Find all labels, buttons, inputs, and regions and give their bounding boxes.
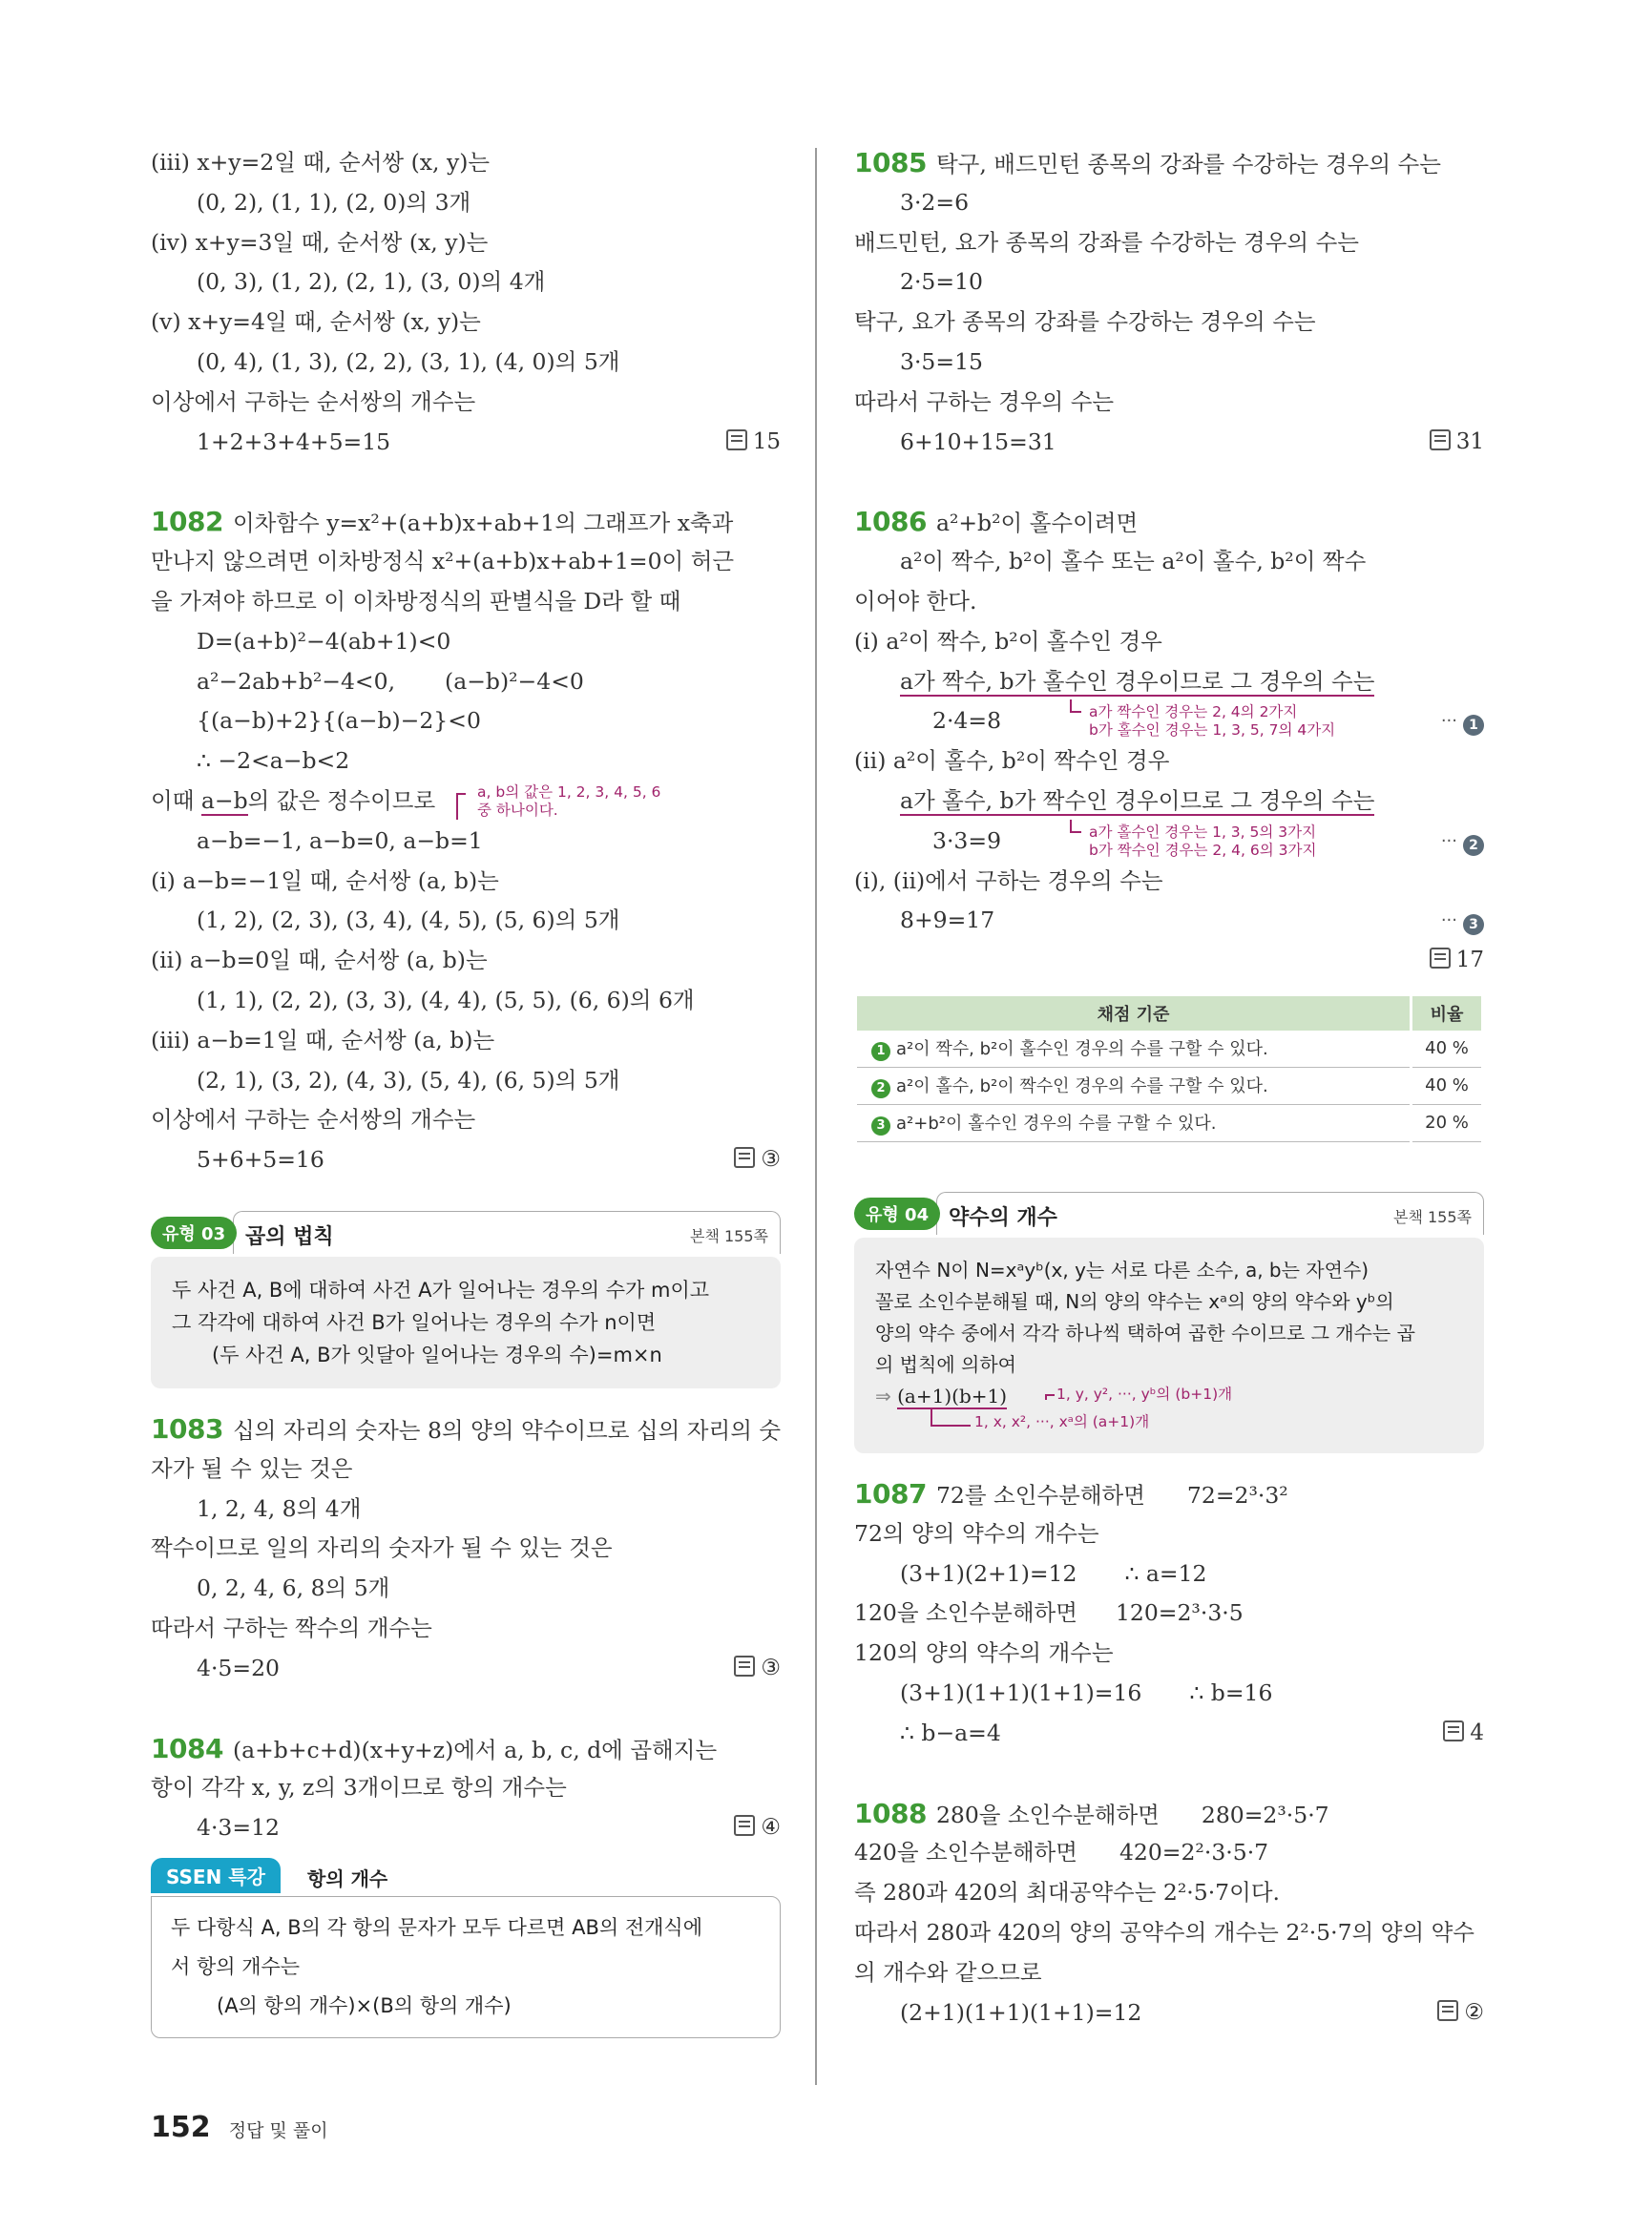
answer-mark bbox=[734, 1649, 781, 1689]
section-header-04 bbox=[854, 1190, 1484, 1238]
note-text: 중 하나이다. bbox=[477, 801, 558, 819]
criterion-number: 3 bbox=[871, 1116, 890, 1136]
answer-mark bbox=[1430, 423, 1484, 463]
problem-1083 bbox=[151, 1409, 781, 1449]
answer-icon bbox=[734, 1147, 755, 1168]
answer-value: 15 bbox=[752, 428, 781, 454]
solution-text: 이차함수 y=x²+(a+b)x+ab+1의 그래프가 x축과 bbox=[232, 510, 734, 537]
section-tag: 유형 03 bbox=[151, 1217, 237, 1249]
ssen-tag: SSEN 특강 bbox=[151, 1858, 281, 1893]
solution-line: 따라서 280과 420의 양의 공약수의 개수는 2²·5·7의 양의 약수 bbox=[854, 1918, 1475, 1946]
solution-line bbox=[854, 423, 1484, 463]
solution-line: 탁구, 요가 종목의 강좌를 수강하는 경우의 수는 bbox=[854, 308, 1316, 336]
section-title-bar bbox=[233, 1211, 781, 1254]
solution-text: 280을 소인수분해하면 bbox=[935, 1801, 1160, 1828]
problem-number: 1088 bbox=[854, 1797, 927, 1829]
grading-criterion bbox=[857, 1105, 1410, 1142]
solution-line: 배드민턴, 요가 종목의 강좌를 수강하는 경우의 수는 bbox=[854, 228, 1360, 256]
note-text: 1, y, y², ···, yᵇ의 (b+1)개 bbox=[1056, 1385, 1233, 1403]
solution-line bbox=[151, 1649, 781, 1689]
answer-icon bbox=[734, 1656, 755, 1677]
solution-line: 따라서 구하는 경우의 수는 bbox=[854, 387, 1115, 415]
step-dots: ··· bbox=[1440, 711, 1457, 732]
solution-line bbox=[854, 941, 1484, 981]
formula: (a+1)(b+1) bbox=[897, 1384, 1008, 1407]
note-connector bbox=[1045, 1394, 1055, 1400]
problem-1088 bbox=[854, 1794, 1484, 1834]
ssen-title: 항의 개수 bbox=[307, 1866, 388, 1890]
grading-criterion bbox=[857, 1031, 1410, 1068]
equation: (a−b)²−4<0 bbox=[445, 667, 584, 695]
left-column bbox=[151, 143, 781, 2038]
solution-line: 자가 될 수 있는 것은 bbox=[151, 1454, 353, 1482]
answer-value: ③ bbox=[761, 1655, 781, 1680]
step-marker bbox=[1441, 822, 1484, 862]
answer-icon bbox=[1430, 948, 1451, 969]
answer-value: ③ bbox=[761, 1147, 781, 1173]
solution-line: a²이 짝수, b²이 홀수 또는 a²이 홀수, b²이 짝수 bbox=[900, 548, 1367, 575]
solution-line bbox=[854, 822, 1484, 862]
solution-line: 을 가져야 하므로 이 이차방정식의 판별식을 D라 할 때 bbox=[151, 587, 681, 615]
grading-table bbox=[854, 996, 1484, 1142]
side-note bbox=[477, 783, 660, 820]
note-connector bbox=[1070, 820, 1081, 833]
equation: 8+9=17 bbox=[900, 907, 995, 934]
solution-line: 0, 2, 4, 6, 8의 5개 bbox=[197, 1574, 390, 1602]
section-reference: 본책 155쪽 bbox=[1393, 1207, 1472, 1226]
ssen-line: 두 다항식 A, B의 각 항의 문자가 모두 다르면 AB의 전개식에 bbox=[171, 1915, 702, 1939]
ssen-box bbox=[151, 1896, 781, 2038]
solution-line bbox=[854, 662, 1484, 702]
page-number: 152 bbox=[151, 2111, 211, 2144]
note-text: a가 짝수인 경우는 2, 4의 2가지 bbox=[1089, 703, 1298, 721]
solution-line bbox=[151, 423, 781, 463]
answer-icon bbox=[1437, 2000, 1458, 2021]
underlined-phrase: a가 짝수, b가 홀수인 경우이므로 그 경우의 수는 bbox=[900, 667, 1375, 695]
solution-line: (i), (ii)에서 구하는 경우의 수는 bbox=[854, 866, 1163, 894]
ssen-line: 서 항의 개수는 bbox=[171, 1954, 301, 1978]
solution-line: 3·2=6 bbox=[900, 188, 970, 216]
solution-line: 120의 양의 약수의 개수는 bbox=[854, 1639, 1114, 1667]
answer-icon bbox=[726, 429, 747, 450]
concept-line: 의 법칙에 의하여 bbox=[875, 1352, 1016, 1376]
solution-line: 만나지 않으려면 이차방정식 x²+(a+b)x+ab+1=0이 허근 bbox=[151, 548, 735, 575]
solution-line: D=(a+b)²−4(ab+1)<0 bbox=[197, 627, 451, 655]
solution-text: 420을 소인수분해하면 bbox=[854, 1839, 1077, 1866]
problem-number: 1084 bbox=[151, 1732, 223, 1764]
solution-line: 의 개수와 같으므로 bbox=[854, 1958, 1042, 1986]
underlined-term: a−b bbox=[200, 786, 248, 814]
problem-1086 bbox=[854, 502, 1484, 542]
solution-line: (2, 1), (3, 2), (4, 3), (5, 4), (6, 5)의 5개 bbox=[197, 1066, 620, 1094]
solution-line: a−b=−1, a−b=0, a−b=1 bbox=[197, 826, 483, 854]
solution-line: 이어야 한다. bbox=[854, 587, 977, 615]
solution-line bbox=[854, 1594, 1484, 1634]
concept-line: (두 사건 A, B가 잇달아 일어나는 경우의 수)=m×n bbox=[212, 1343, 662, 1366]
solution-line: 이상에서 구하는 순서쌍의 개수는 bbox=[151, 1106, 476, 1134]
grading-criterion bbox=[857, 1068, 1410, 1105]
equation: ∴ b=16 bbox=[1189, 1678, 1273, 1706]
solution-text: (a+b+c+d)(x+y+z)에서 a, b, c, d에 곱해지는 bbox=[232, 1736, 718, 1763]
concept-line: 그 각각에 대하여 사건 B가 일어나는 경우의 수가 n이면 bbox=[172, 1310, 657, 1334]
answer-value: ④ bbox=[761, 1815, 781, 1841]
equation: 420=2²·3·5·7 bbox=[1119, 1839, 1269, 1866]
step-number-1: 1 bbox=[1463, 715, 1484, 736]
solution-line bbox=[854, 701, 1484, 741]
criterion-text: a²이 홀수, b²이 짝수인 경우의 수를 구할 수 있다. bbox=[896, 1076, 1268, 1097]
solution-line: 이상에서 구하는 순서쌍의 개수는 bbox=[151, 387, 476, 415]
note-connector bbox=[220, 814, 229, 816]
solution-line: ∴ −2<a−b<2 bbox=[197, 747, 350, 775]
solution-line: 1, 2, 4, 8의 4개 bbox=[197, 1494, 362, 1522]
grading-ratio: 40 % bbox=[1412, 1068, 1481, 1105]
solution-text: 의 값은 정수이므로 bbox=[247, 786, 436, 814]
table-row bbox=[857, 1105, 1481, 1142]
grading-ratio: 20 % bbox=[1412, 1105, 1481, 1142]
right-column bbox=[854, 143, 1484, 2033]
table-row bbox=[857, 1068, 1481, 1105]
concept-line: 양의 약수 중에서 각각 하나씩 택하여 곱한 수이므로 그 개수는 곱 bbox=[875, 1321, 1415, 1345]
solution-line: 짝수이므로 일의 자리의 숫자가 될 수 있는 것은 bbox=[151, 1534, 613, 1562]
solution-text: 탁구, 배드민턴 종목의 강좌를 수강하는 경우의 수는 bbox=[935, 151, 1441, 177]
note-text: b가 짝수인 경우는 2, 4, 6의 3가지 bbox=[1089, 841, 1317, 859]
criterion-text: a²+b²이 홀수인 경우의 수를 구할 수 있다. bbox=[896, 1114, 1217, 1135]
solution-text: 십의 자리의 숫자는 8의 양의 약수이므로 십의 자리의 숫 bbox=[232, 1416, 782, 1444]
page-footer bbox=[151, 2111, 328, 2144]
grading-header-ratio: 비율 bbox=[1412, 996, 1481, 1031]
answer-mark bbox=[1443, 1714, 1484, 1754]
concept-box bbox=[854, 1238, 1484, 1453]
section-title-bar bbox=[936, 1192, 1484, 1235]
solution-line: (i) a²이 짝수, b²이 홀수인 경우 bbox=[854, 627, 1162, 655]
equation: (3+1)(2+1)=12 bbox=[900, 1559, 1077, 1587]
solution-line bbox=[854, 901, 1484, 941]
solution-line: (0, 3), (1, 2), (2, 1), (3, 0)의 4개 bbox=[197, 268, 546, 296]
concept-line: 꼴로 소인수분해될 때, N의 양의 약수는 xᵃ의 양의 약수와 yᵇ의 bbox=[875, 1289, 1394, 1313]
answer-mark bbox=[726, 423, 781, 463]
note-text: 1, x, x², ···, xᵃ의 (a+1)개 bbox=[974, 1412, 1150, 1430]
solution-line: (iv) x+y=3일 때, 순서쌍 (x, y)는 bbox=[151, 228, 489, 256]
problem-number: 1086 bbox=[854, 506, 927, 538]
ssen-header bbox=[151, 1858, 781, 1896]
answer-value: ② bbox=[1464, 1999, 1484, 2025]
solution-line: (1, 2), (2, 3), (3, 4), (4, 5), (5, 6)의 5개 bbox=[197, 907, 620, 934]
step-number-2: 2 bbox=[1463, 835, 1484, 856]
solution-text: 120을 소인수분해하면 bbox=[854, 1599, 1077, 1627]
solution-line: (1, 1), (2, 2), (3, 3), (4, 4), (5, 5), (6, 6)의 6개 bbox=[197, 986, 695, 1013]
grading-header-criteria: 채점 기준 bbox=[857, 996, 1410, 1031]
solution-line: {(a−b)+2}{(a−b)−2}<0 bbox=[197, 707, 481, 735]
solution-line bbox=[854, 1554, 1484, 1595]
solution-line: 따라서 구하는 짝수의 개수는 bbox=[151, 1614, 432, 1641]
answer-value: 17 bbox=[1455, 948, 1484, 973]
section-title: 곱의 법칙 bbox=[245, 1224, 334, 1249]
ssen-line: (A의 항의 개수)×(B의 항의 개수) bbox=[217, 1993, 512, 2017]
solution-line bbox=[854, 782, 1484, 822]
equation: (2+1)(1+1)(1+1)=12 bbox=[900, 1998, 1142, 2026]
note-text: a가 홀수인 경우는 1, 3, 5의 3가지 bbox=[1089, 823, 1317, 841]
equation: 6+10+15=31 bbox=[900, 427, 1056, 455]
section-reference: 본책 155쪽 bbox=[690, 1226, 768, 1245]
note-connector bbox=[931, 1407, 971, 1427]
solution-line bbox=[151, 1808, 781, 1848]
footer-label: 정답 및 풀이 bbox=[228, 2120, 328, 2141]
equation: 5+6+5=16 bbox=[197, 1146, 324, 1174]
answer-icon bbox=[1443, 1720, 1464, 1741]
equation: 3·3=9 bbox=[932, 826, 1002, 854]
note-text: a, b의 값은 1, 2, 3, 4, 5, 6 bbox=[477, 782, 661, 801]
step-dots: ··· bbox=[1440, 830, 1457, 851]
column-divider bbox=[815, 148, 817, 2085]
solution-line bbox=[854, 1833, 1484, 1873]
note-connector bbox=[1070, 699, 1081, 713]
solution-line bbox=[854, 1993, 1484, 2033]
arrow-icon: ⇒ bbox=[875, 1384, 898, 1407]
equation: ∴ a=12 bbox=[1124, 1559, 1207, 1587]
side-note bbox=[1089, 824, 1316, 860]
solution-line bbox=[151, 662, 781, 702]
note-text: b가 홀수인 경우는 1, 3, 5, 7의 4가지 bbox=[1089, 721, 1336, 740]
solution-line: (iii) x+y=2일 때, 순서쌍 (x, y)는 bbox=[151, 149, 491, 176]
section-tag: 유형 04 bbox=[854, 1198, 940, 1230]
step-number-3: 3 bbox=[1463, 914, 1484, 935]
step-marker bbox=[1441, 701, 1484, 741]
criterion-number: 2 bbox=[871, 1079, 890, 1098]
equation: 4·3=12 bbox=[197, 1814, 280, 1842]
equation: 72=2³·3² bbox=[1186, 1481, 1288, 1509]
side-note bbox=[1089, 703, 1335, 740]
answer-mark bbox=[734, 1140, 781, 1180]
grading-ratio: 40 % bbox=[1412, 1031, 1481, 1068]
equation: 2·4=8 bbox=[932, 707, 1002, 735]
solution-line bbox=[151, 1140, 781, 1180]
section-header-03 bbox=[151, 1209, 781, 1257]
solution-line: 72의 양의 약수의 개수는 bbox=[854, 1519, 1099, 1547]
step-dots: ··· bbox=[1440, 910, 1457, 931]
note-connector bbox=[456, 793, 466, 820]
equation: 120=2³·3·5 bbox=[1115, 1599, 1244, 1627]
solution-line: (iii) a−b=1일 때, 순서쌍 (a, b)는 bbox=[151, 1026, 495, 1053]
problem-number: 1083 bbox=[151, 1412, 223, 1445]
concept-line: 두 사건 A, B에 대하여 사건 A가 일어나는 경우의 수가 m이고 bbox=[172, 1278, 710, 1302]
underlined-phrase: a가 홀수, b가 짝수인 경우이므로 그 경우의 수는 bbox=[900, 786, 1375, 814]
solution-line: (ii) a−b=0일 때, 순서쌍 (a, b)는 bbox=[151, 947, 488, 974]
problem-number: 1082 bbox=[151, 506, 223, 538]
solution-text: 72를 소인수분해하면 bbox=[935, 1481, 1145, 1509]
problem-number: 1085 bbox=[854, 147, 927, 178]
step-marker bbox=[1441, 901, 1484, 941]
solution-line: 3·5=15 bbox=[900, 347, 983, 375]
equation: a²−2ab+b²−4<0, bbox=[197, 667, 396, 695]
equation: 1+2+3+4+5=15 bbox=[197, 427, 391, 455]
answer-mark bbox=[734, 1808, 781, 1848]
equation: 280=2³·5·7 bbox=[1201, 1801, 1329, 1828]
solution-line bbox=[151, 782, 781, 822]
solution-line: (0, 2), (1, 1), (2, 0)의 3개 bbox=[197, 188, 471, 216]
problem-1087 bbox=[854, 1474, 1484, 1514]
solution-line: 즉 280과 420의 최대공약수는 2²·5·7이다. bbox=[854, 1879, 1280, 1907]
answer-value: 31 bbox=[1455, 428, 1484, 454]
equation: ∴ b−a=4 bbox=[900, 1719, 1001, 1746]
problem-1085 bbox=[854, 143, 1484, 183]
answer-icon bbox=[734, 1815, 755, 1836]
concept-line: 자연수 N이 N=xᵃyᵇ(x, y는 서로 다른 소수, a, b는 자연수) bbox=[875, 1258, 1370, 1282]
solution-line bbox=[854, 1714, 1484, 1754]
solution-line: 항이 각각 x, y, z의 3개이므로 항의 개수는 bbox=[151, 1774, 567, 1802]
criterion-text: a²이 짝수, b²이 홀수인 경우의 수를 구할 수 있다. bbox=[896, 1039, 1268, 1060]
solution-line: (0, 4), (1, 3), (2, 2), (3, 1), (4, 0)의 5개 bbox=[197, 347, 620, 375]
solution-line: (ii) a²이 홀수, b²이 짝수인 경우 bbox=[854, 747, 1170, 775]
answer-value: 4 bbox=[1470, 1720, 1484, 1745]
problem-number: 1087 bbox=[854, 1477, 927, 1510]
solution-text: a²+b²이 홀수이려면 bbox=[935, 510, 1139, 537]
solution-line: (v) x+y=4일 때, 순서쌍 (x, y)는 bbox=[151, 308, 481, 336]
problem-1082 bbox=[151, 502, 781, 542]
equation: 4·5=20 bbox=[197, 1654, 280, 1681]
answer-mark bbox=[1430, 941, 1484, 981]
problem-1084 bbox=[151, 1729, 781, 1769]
answer-mark bbox=[1437, 1993, 1484, 2033]
concept-formula bbox=[875, 1381, 1463, 1436]
equation: (3+1)(1+1)(1+1)=16 bbox=[900, 1678, 1142, 1706]
answer-icon bbox=[1430, 429, 1451, 450]
solution-line: 2·5=10 bbox=[900, 268, 983, 296]
section-title: 약수의 개수 bbox=[949, 1205, 1057, 1230]
solution-line bbox=[854, 1674, 1484, 1714]
concept-box bbox=[151, 1257, 781, 1388]
criterion-number: 1 bbox=[871, 1042, 890, 1061]
solution-line: (i) a−b=−1일 때, 순서쌍 (a, b)는 bbox=[151, 866, 499, 894]
table-row bbox=[857, 1031, 1481, 1068]
solution-text: 이때 bbox=[151, 786, 201, 814]
